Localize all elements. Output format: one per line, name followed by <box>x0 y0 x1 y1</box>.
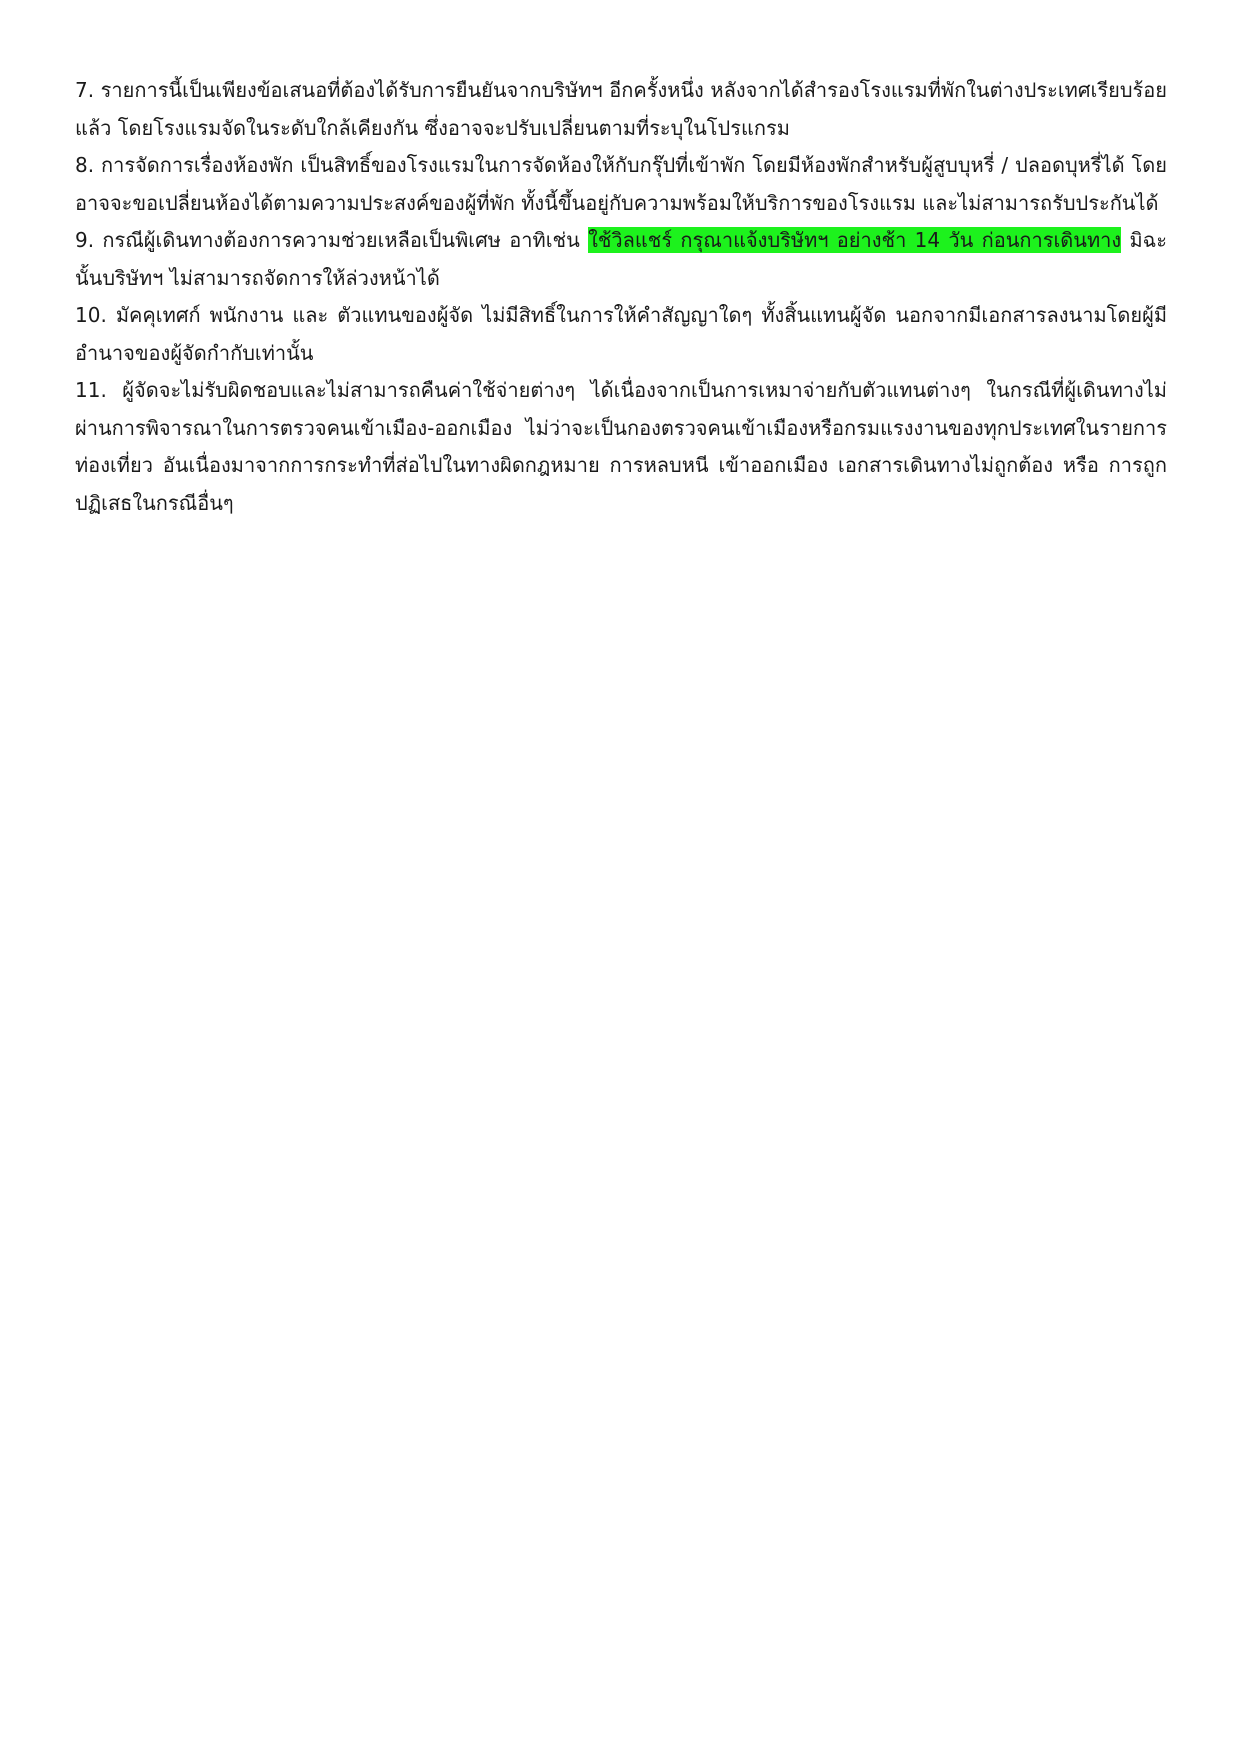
condition-item-9 <box>75 222 1167 297</box>
condition-item-10: 10. มัคคุเทศก์ พนักงาน และ ตัวแทนของผู้จัด ไม่มีสิทธิ์ในการให้คำสัญญาใดๆ ทั้งสิ้นแทนผู้จัด นอกจากมีเอกสารลงนามโดยผู้มีอำนาจของผู้จัดกำกับเท่านั้น <box>75 303 1167 365</box>
highlighted-wheelchair-notice: ใช้วิลแชร์ กรุณาแจ้งบริษัทฯ อย่างช้า 14 วัน ก่อนการเดินทาง <box>588 228 1122 252</box>
condition-item-9-intro: 9. กรณีผู้เดินทางต้องการความช่วยเหลือเป็นพิเศษ อาทิเช่น <box>75 228 589 252</box>
condition-item-9-rest: มิฉะนั้นบริษัทฯ ไม่สามารถจัดการให้ล่วงหน้าได้ <box>75 228 1167 290</box>
condition-item-8: 8. การจัดการเรื่องห้องพัก เป็นสิทธิ์ของโรงแรมในการจัดห้องให้กับกรุ๊ปที่เข้าพัก โดยมีห้องพักสำหรับผู้สูบบุหรี่ / ปลอดบุหรี่ได้ โดยอาจจะขอเปลี่ยนห้องได้ตามความประสงค์ของผู้ที่พัก ทั้งนี้ขึ้นอยู่กับความพร้อมให้บริการของโรงแรม และไม่สามารถรับประกันได้ <box>75 153 1167 215</box>
condition-item-7: 7. รายการนี้เป็นเพียงข้อเสนอที่ต้องได้รับการยืนยันจากบริษัทฯ อีกครั้งหนึ่ง หลังจากได้สำรองโรงแรมที่พักในต่างประเทศเรียบร้อยแล้ว โดยโรงแรมจัดในระดับใกล้เคียงกัน ซึ่งอาจจะปรับเปลี่ยนตามที่ระบุในโปรแกรม <box>75 78 1167 140</box>
terms-conditions-list <box>75 72 1167 522</box>
condition-item-11: 11. ผู้จัดจะไม่รับผิดชอบและไม่สามารถคืนค่าใช้จ่ายต่างๆ ได้เนื่องจากเป็นการเหมาจ่ายกับตัวแทนต่างๆ ในกรณีที่ผู้เดินทางไม่ผ่านการพิจารณาในการตรวจคนเข้าเมือง-ออกเมือง ไม่ว่าจะเป็นกองตรวจคนเข้าเมืองหรือกรมแรงงานของทุกประเทศในรายการท่องเที่ยว อันเนื่องมาจากการกระทำที่ส่อไปในทางผิดกฎหมาย การหลบหนี เข้าออกเมือง เอกสารเดินทางไม่ถูกต้อง หรือ การถูกปฏิเสธในกรณีอื่นๆ <box>75 378 1167 515</box>
